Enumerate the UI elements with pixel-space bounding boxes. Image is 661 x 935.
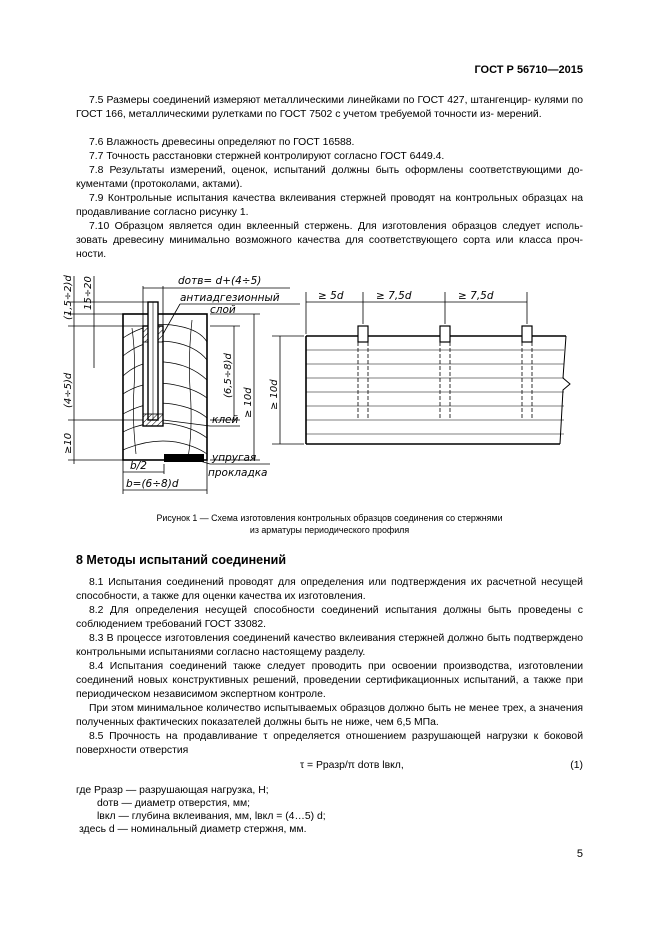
section-8-title: 8 Методы испытаний соединений [76, 553, 287, 567]
paragraph-8-2: 8.2 Для определения несущей способности соединений испытания должны быть проведены с соблюдением требований ГОСТ 33082. [76, 605, 583, 631]
figure-caption-line-1: Рисунок 1 — Схема изготовления контрольных образцов соединения со стержнями [156, 513, 503, 523]
label-spacing-7-5d-1: ≥ 7,5d [376, 290, 412, 302]
paragraph-7-10: 7.10 Образцом является один вклеенный стержень. Для изготовления образцов следует исполь- зовать древесину минимально возможного качества для соответствующего сорта или класса проч- ности. [76, 221, 583, 261]
page-number: 5 [576, 848, 583, 860]
figure-caption-line-2: из арматуры периодического профиля [249, 525, 410, 535]
label-glue: клей [212, 414, 239, 426]
paragraph-8-3: 8.3 В процессе изготовления соединений качество вклеивания стержней должно быть подтверждено контрольными испытаниями согласно настоящему разделу. [76, 633, 583, 659]
paragraph-7-6: 7.6 Влажность древесины определяют по ГОСТ 16588. [89, 137, 355, 148]
label-b-full: b=(6÷8)d [126, 478, 179, 490]
where-line-1: где Pразр — разрушающая нагрузка, Н; [76, 785, 269, 796]
paragraph-7-7: 7.7 Точность расстановки стержней контролируют согласно ГОСТ 6449.4. [89, 151, 445, 162]
formula-number: (1) [570, 760, 583, 771]
label-ge-10d-left: ≥ 10d [243, 387, 254, 418]
where-line-2: dотв — диаметр отверстия, мм; [97, 798, 251, 809]
paragraph-8-4-continued: При этом минимальное количество испытываемых образцов должно быть не менее трех, а значения полученных фактических показателей должны быть не ниже, чем 6,5 МПа. [76, 703, 583, 729]
label-spacing-7-5d-2: ≥ 7,5d [458, 290, 494, 302]
paragraph-7-5: 7.5 Размеры соединений измеряют металлическими линейками по ГОСТ 427, штангенцир- кулями по ГОСТ 166, металлическими рулетками по ГОСТ 7502 с учетом требуемой точности из- мерений. [76, 95, 583, 121]
label-d-hole: dотв= d+(4÷5) [178, 275, 262, 287]
label-ge-10: ≥10 [63, 432, 74, 454]
label-spacing-5d: ≥ 5d [318, 290, 344, 302]
where-line-4: здесь d — номинальный диаметр стержня, мм. [79, 824, 307, 835]
label-6-5-8d: (6,5÷8)d [223, 353, 234, 398]
beam-side-view [306, 326, 570, 444]
label-top-1-5d: (1,5÷2)d [63, 275, 74, 320]
paragraph-8-4: 8.4 Испытания соединений также следует проводить при освоении производства, изготовлении соединений новых конструктивных решений, проведении сертификационных испытаний, а также при периодическом независимом экспертном контроле. [76, 661, 583, 701]
label-15-20: 15÷20 [83, 276, 94, 310]
label-elastic-1: упругая [212, 452, 257, 464]
label-elastic-2: прокладка [208, 467, 268, 479]
paragraph-8-1: 8.1 Испытания соединений проводят для определения или подтверждения их расчетной несущей способности, а также для оценки качества их изготовления. [76, 577, 583, 603]
formula-1: τ = Pразр/π dотв lвкл, [300, 760, 404, 771]
label-4-5d: (4÷5)d [63, 372, 74, 408]
where-line-3: lвкл — глубина вклеивания, мм, lвкл = (4…5) d; [97, 811, 326, 822]
label-b-half: b/2 [130, 460, 147, 472]
document-header: ГОСТ Р 56710—2015 [474, 64, 583, 76]
label-antiadhesive-2: слой [210, 304, 236, 316]
paragraph-8-5: 8.5 Прочность на продавливание τ определяется отношением разрушающей нагрузки к боковой поверхности отверстия [76, 731, 583, 757]
figure-1-drawing [60, 268, 580, 504]
paragraph-7-8: 7.8 Результаты измерений, оценок, испытаний должны быть оформлены соответствующими до- кументами (протоколами, актами). [76, 165, 583, 191]
figure-caption [76, 512, 583, 536]
paragraph-7-9: 7.9 Контрольные испытания качества вклеивания стержней проводят на контрольных образцах на продавливание согласно рисунку 1. [76, 193, 583, 219]
label-antiadhesive-1: антиадгезионный [180, 292, 280, 304]
label-beam-10d: ≥ 10d [269, 379, 280, 410]
